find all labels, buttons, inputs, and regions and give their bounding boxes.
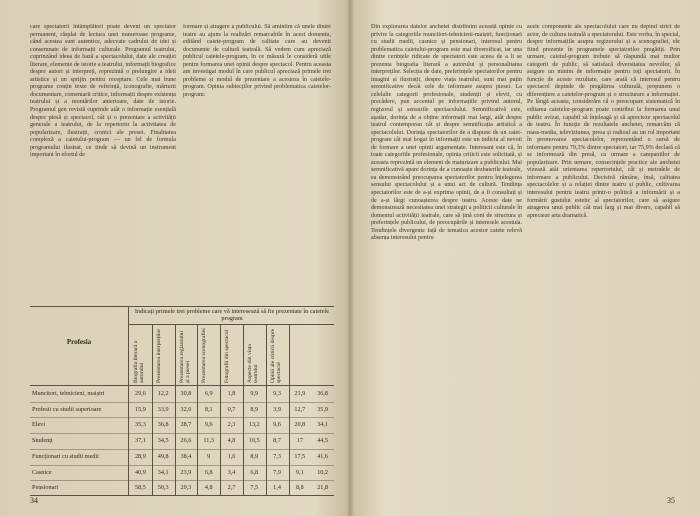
table-cell: 33,9 <box>157 405 169 413</box>
left-page-column-1 <box>30 24 176 254</box>
table-cell: 7,5 <box>250 484 259 492</box>
table-cell: 34,1 <box>317 421 329 429</box>
table-cell: 9,6 <box>273 421 281 429</box>
table-cell: 28,9 <box>134 452 146 460</box>
table-row-label: Profesii cu studii superioare <box>32 405 102 413</box>
table-cell: 0,7 <box>227 405 236 413</box>
table-cell: 35,9 <box>317 405 329 413</box>
right-page-column-2 <box>527 24 680 490</box>
table-cell: 17,5 <box>294 452 306 460</box>
table-cell: 23,9 <box>180 468 192 476</box>
table-row-label: Casnice <box>32 468 52 476</box>
table-header-profession: Profesia <box>66 338 92 346</box>
table-cell: 6,8 <box>250 468 259 476</box>
table-cell: 10,2 <box>317 468 329 476</box>
table-cell: 32,0 <box>180 405 192 413</box>
table-cell: 29,3 <box>180 484 192 492</box>
profession-table <box>30 306 334 496</box>
table-cell: 37,1 <box>134 437 146 445</box>
table-cell: 7,9 <box>273 468 281 476</box>
table-cell: 12,2 <box>157 390 169 397</box>
table-column-header: Biografia literară a autorului <box>133 340 145 383</box>
left-page-column-2-text: formare și atragere a publicului. Să amintim că unele dintre teatre au ajuns la realizări remarcabile în acest domeniu, editând caiete-program de calitate care au devenit documente de cultură teatrală. Să vedem cum apreciază publicul caietele-program, în ce măsură le consideră utile pentru formarea unei opinii despre spectacol. Pentru aceasta am investigat modul în care publicul apreciază primele trei probleme și modul de prezentare a acestora în caietele-program. Opinia subiecților privind problematica caietelor-program: <box>183 24 331 98</box>
table-column-header: Prezentarea scenografiei <box>201 328 208 383</box>
table-cell: 1,8 <box>227 390 236 397</box>
table-cell: 7,3 <box>273 452 281 460</box>
table-cell: 41,6 <box>317 452 329 460</box>
table-row-label: Funcționari cu studii medii <box>32 452 99 460</box>
table-cell: 8,8 <box>295 484 304 492</box>
table-cell: 8,9 <box>250 405 259 413</box>
table-cell: 9,6 <box>204 421 213 429</box>
table-cell: 3,9 <box>273 405 281 413</box>
left-page-column-2 <box>183 24 331 254</box>
table-cell: 3,4 <box>227 468 236 476</box>
table-cell: 6,8 <box>204 468 213 476</box>
table-header-title: Indicați primele trei probleme care vă interesează să fie prezentate în caietele program <box>134 308 330 323</box>
table-cell: 12,7 <box>294 405 306 413</box>
table-cell: 13,2 <box>248 421 260 429</box>
table-cell: 9,3 <box>273 390 281 397</box>
table-cell: 17 <box>296 437 303 445</box>
table-cell: 8,7 <box>273 437 281 445</box>
right-page-column-1 <box>371 24 522 490</box>
table-cell: 10,5 <box>248 437 260 445</box>
table-cell: 40,9 <box>134 468 146 476</box>
table-column-header: Fotografii din spectacol <box>224 329 231 383</box>
table-cell: 21,9 <box>294 390 306 397</box>
left-page-number: 34 <box>30 496 38 505</box>
right-page-column-2-text: acele componente ale spectacolului care nu depind strict de actor, de cultura teatrală a spectatorului. Este vorba, în special, despre informațiile asupra regizorului și a scenografiei, ele fiind prezente în programele spectatorilor pregătiți. Prin urmare, caietul-program trebuie să răspundă mai multor categorii de public, să satisfacă diversitatea nevoilor, să asigure un minim de informație pentru toți spectatorii. În funcție de aceste rezultate, care arată că interesul pentru spectacol depinde de pregătirea culturală, propunem o diferențiere a caietelor-program și o structurare a informației. Pe lângă aceasta, considerăm că o preocupare sistematică în editarea caietelor-program poate contribui la formarea unui public avizat, capabil să înțeleagă și să aprecieze spectacolul de teatru. În funcție de rezultatele anchetei, remarcăm că mass-media, televiziunea, presa și radioul au un rol important în promovarea spectacolelor, reprezentând o sursă de informare pentru 79,3% dintre spectatori, iar 75,9% declară că se informează din presă, ca urmare a campaniilor de popularizare. Prin urmare, consecințele practice ale anchetei vizează atât orientarea repertoriului, cât și metodele de informare a publicului. Decisivă rămâne, însă, calitatea spectacolelor și a relației dintre teatru și public, cultivarea interesului pentru teatru printr-o politică a informării și a formării gustului estetic al spectatorilor, care să asigure atragerea unui public cât mai larg și mai divers, capabil să aprecieze arta dramatică. <box>527 24 680 219</box>
table-cell: 1,4 <box>273 484 281 492</box>
table-cell: 34,5 <box>157 437 169 445</box>
table-row-label: Elevi <box>32 421 46 429</box>
table-row-label: Studenți <box>32 437 53 445</box>
table-cell: 29,6 <box>134 390 146 397</box>
table-cell: 34,1 <box>157 468 169 476</box>
right-page-number: 35 <box>667 496 675 505</box>
left-page-column-1-text: care spectatorii întâmplători poate deveni un spectator permanent, răsplat de lectura unei numeroase programe, când acestea sunt autentice, adecvate cadrului de idei și consemnate de informații culturale. Programul teatrului, cuprinzând ideea de bază a spectacolului, date ale creației literare, elemente de istorie a teatrului, informații biografice despre autori și interpreți, reprezintă o prelungire a ideii artistice și un sprijin pentru receptare. Cele mai bune programe conțin texte de referință, iconografie, mărturii documentare, comentarii critice, informații despre existența teatrului și a montărilor anterioare, date de istorie. Programul gen revistă cuprinde atât o informație esențială despre piesă și spectacol, cât și o prezentare a activității generale a teatrului, de la repertoriu la activitatea de popularizare, ilustrații, cronici ale presei. Finalitatea complexă a caietului-program — un fel de formula programului ilustrat, ce tinde să devină un instrument important în efortul de <box>30 24 176 159</box>
table-row-label: Pensionari <box>32 484 59 492</box>
table-column-header: Prezentarea regizorului și a piesei <box>178 330 191 383</box>
table-cell: 36,8 <box>317 390 329 397</box>
table-cell: 6,9 <box>204 390 213 397</box>
table-column-header: Aspecte din viața teatrului <box>247 344 259 383</box>
table-cell: 8,1 <box>204 405 213 413</box>
table-cell: 2,3 <box>227 421 236 429</box>
table-cell: 4,8 <box>227 437 236 445</box>
table-cell: 9,9 <box>250 390 259 397</box>
table-cell: 49,8 <box>157 452 169 460</box>
table-cell: 4,8 <box>204 484 213 492</box>
table-cell: 11,3 <box>203 437 215 445</box>
table-cell: 15,9 <box>134 405 146 413</box>
table-cell: 8,9 <box>250 452 259 460</box>
table-cell: 9 <box>207 452 211 460</box>
table-cell: 36,8 <box>157 421 169 429</box>
table-cell: 44,5 <box>317 437 329 445</box>
table-cell: 21,8 <box>317 484 329 492</box>
table-column-header: Opinii ale criticii despre spectacol <box>269 328 282 383</box>
table-cell: 35,3 <box>134 421 146 429</box>
right-page-column-1-text: Din explorarea datelor anchetei distribuim această opinie cu privire la categoriile muncitori-tehnicieni-maiștri, funcționari cu studii medii, casnice și pensionari, interesul pentru problematica caietului-program este mai diversificat, iar una dintre cerințele ridicate de spectatori este aceea de a li se prezenta biografia literară a autorului și personalitatea interpreților. Selecția de date, preferințele spectatorilor pentru imagini și ilustrații, despre viața teatrului, sunt mai puțin semnificative decât cele de informare asupra piesei. La celelalte categorii profesionale, studenții și elevii, cu precădere, pun accentul pe informațiile privind autorul, regizorul și sensurile spectacolului. Semnificativă este, așadar, dorința de a obține informații mai largi, atât despre teatrul contemporan cât și despre semnificația artistică a spectacolului. Dorința spectatorilor de a dispune de un caiet-program cât mai bogat în informații este un indiciu al nevoii de formare a unei opinii argumentate. Interesant este că, în toate categoriile profesionale, opinia criticii este solicitată, și aceasta reprezintă un element de maturizare a publicului. Mai semnificativă apare dorința de a cunoaște dezbaterile teatrale, ea demonstrând preocuparea spectatorilor pentru înțelegerea sensului spectacolului și a unui act de cultură. Tendința spectatorilor este de a-și exprima opinii, de a fi consultați și de a-și lărgi cunoașterea despre teatru. Aceste date ne demonstrează necesitatea unei strategii a politicii culturale în domeniul activității teatrale, care să țină cont de structura și preferințele publicului, de preocupările și interesele acestuia. Tendințele divergente față de tematica acestor caiete relevă absența interesului pentru <box>371 24 522 242</box>
table-cell: 30,8 <box>180 390 192 397</box>
table-cell: 28,7 <box>180 421 192 429</box>
table-cell: 26,6 <box>180 437 192 445</box>
table-cell: 1,6 <box>227 452 236 460</box>
table-cell: 58,5 <box>134 484 146 492</box>
table-cell: 38,4 <box>180 452 192 460</box>
table-cell: 2,7 <box>227 484 236 492</box>
table-cell: 20,8 <box>294 421 306 429</box>
table-cell: 50,3 <box>157 484 169 492</box>
table-cell: 9,1 <box>295 468 304 476</box>
table-row-label: Muncitori, tehnicieni, maiștri <box>32 390 105 397</box>
table-column-header: Prezentarea interpreților <box>155 328 162 383</box>
